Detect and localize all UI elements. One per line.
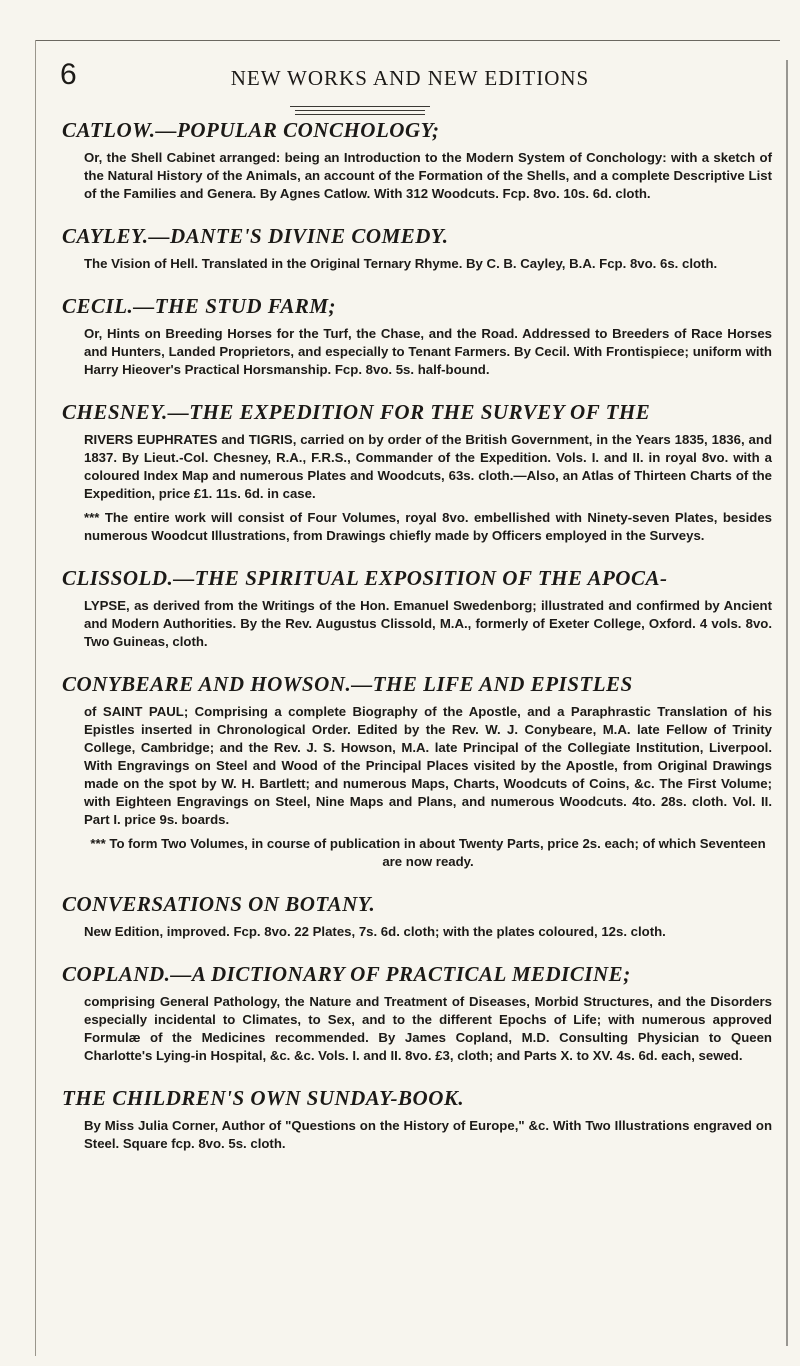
entry-description: The Vision of Hell. Translated in the Original Ternary Rhyme. By C. B. Cayley, B.A. Fcp. 8vo. 6s. cloth. [84, 256, 718, 271]
catalogue-list [62, 118, 772, 1174]
entry-description: RIVERS EUPHRATES and TIGRIS, carried on by order of the British Government, in the Years 1835, 1836, and 1837. By Lieut.-Col. Chesney, R.A., F.R.S., Commander of the Expedition. Vols. I. and II. in royal 8vo. with a coloured Index Map and numerous Plates and Woodcuts, 63s. cloth.—Also, an Atlas of Thirteen Charts of the Expedition, price £1. 11s. 6d. in case. [84, 432, 772, 501]
entry-title: CONYBEARE AND HOWSON.—THE LIFE AND EPISTLES [62, 672, 633, 696]
page-number: 6 [60, 58, 77, 91]
entry-note: *** To form Two Volumes, in course of publication in about Twenty Parts, price 2s. each; of which Seventeen are now ready. [90, 836, 766, 869]
page-header [60, 58, 760, 98]
entry-title: CONVERSATIONS ON BOTANY. [62, 892, 376, 916]
entry-description: comprising General Pathology, the Nature and Treatment of Diseases, Morbid Structures, and the Disorders especially incidental to Climates, to Sex, and to the different Epochs of Life; with numerous approved Formulæ of the Medicines recommended. By James Copland, M.D. Consulting Physician to Queen Charlotte's Lying-in Hospital, &c. &c. Vols. I. and II. 8vo. £3, cloth; and Parts X. to XV. 4s. 6d. each, sewed. [84, 994, 772, 1063]
entry-title: CLISSOLD.—THE SPIRITUAL EXPOSITION OF THE APOCA- [62, 566, 668, 590]
header-rule [295, 110, 425, 111]
entry-title: COPLAND.—A DICTIONARY OF PRACTICAL MEDICINE; [62, 962, 631, 986]
entry-description: of SAINT PAUL; Comprising a complete Biography of the Apostle, and a Paraphrastic Translation of his Epistles inserted in Chronological Order. Edited by the Rev. W. J. Conybeare, M.A. late Fellow of Trinity College, Cambridge; and the Rev. J. S. Howson, M.A. late Principal of the Collegiate Institution, Liverpool. With Engravings on Steel and Wood of the Principal Places visited by the Apostle, from Original Drawings made on the spot by W. H. Bartlett; and numerous Maps, Charts, Woodcuts of Coins, &c. The First Volume; with Eighteen Engravings on Steel, Nine Maps and Plans, and numerous Woodcuts. 4to. 28s. cloth. Vol. II. Part I. price 9s. boards. [84, 704, 772, 827]
entry-title: THE CHILDREN'S OWN SUNDAY-BOOK. [62, 1086, 465, 1110]
entry-description: By Miss Julia Corner, Author of "Questions on the History of Europe," &c. With Two Illustrations engraved on Steel. Square fcp. 8vo. 5s. cloth. [84, 1118, 772, 1151]
catalogue-entry-copland [62, 962, 772, 1065]
entry-description: LYPSE, as derived from the Writings of the Hon. Emanuel Swedenborg; illustrated and confirmed by Ancient and Modern Authorities. By the Rev. Augustus Clissold, M.A., formerly of Exeter College, Oxford. 4 vols. 8vo. Two Guineas, cloth. [84, 598, 772, 649]
page-border-left [35, 40, 36, 1356]
catalogue-entry-catlow [62, 118, 772, 203]
entry-description: Or, Hints on Breeding Horses for the Turf, the Chase, and the Road. Addressed to Breeders of Race Horses and Hunters, Landed Proprietors, and especially to Tenant Farmers. By Cecil. With Frontispiece; uniform with Harry Hieover's Practical Horsmanship. Fcp. 8vo. 5s. half-bound. [84, 326, 772, 377]
header-rule [290, 106, 430, 107]
catalogue-entry-cecil [62, 294, 772, 379]
catalogue-entry-conversations-botany [62, 892, 772, 941]
running-head: NEW WORKS AND NEW EDITIONS [230, 66, 590, 90]
entry-title: CECIL.—THE STUD FARM; [62, 294, 337, 318]
catalogue-entry-childrens-sunday-book [62, 1086, 772, 1153]
entry-title: CAYLEY.—DANTE'S DIVINE COMEDY. [62, 224, 449, 248]
catalogue-entry-cayley [62, 224, 772, 273]
entry-description: New Edition, improved. Fcp. 8vo. 22 Plates, 7s. 6d. cloth; with the plates coloured, 12s. cloth. [84, 924, 666, 939]
page-binding-edge [786, 60, 788, 1346]
entry-title: CHESNEY.—THE EXPEDITION FOR THE SURVEY OF THE [62, 400, 651, 424]
entry-note: *** The entire work will consist of Four Volumes, royal 8vo. embellished with Ninety-seven Plates, besides numerous Woodcut Illustrations, from Drawings chiefly made by Officers employed in the Surveys. [84, 510, 772, 543]
catalogue-entry-chesney [62, 400, 772, 545]
catalogue-entry-clissold [62, 566, 772, 651]
entry-description: Or, the Shell Cabinet arranged: being an Introduction to the Modern System of Conchology: with a sketch of the Natural History of the Animals, an account of the Formation of the Shells, and a complete Descriptive List of the Families and Genera. By Agnes Catlow. With 312 Woodcuts. Fcp. 8vo. 10s. 6d. cloth. [84, 150, 772, 201]
header-rule [295, 114, 425, 115]
entry-title: CATLOW.—POPULAR CONCHOLOGY; [62, 118, 440, 142]
page-border-top [35, 40, 780, 41]
catalogue-entry-conybeare-howson [62, 672, 772, 871]
